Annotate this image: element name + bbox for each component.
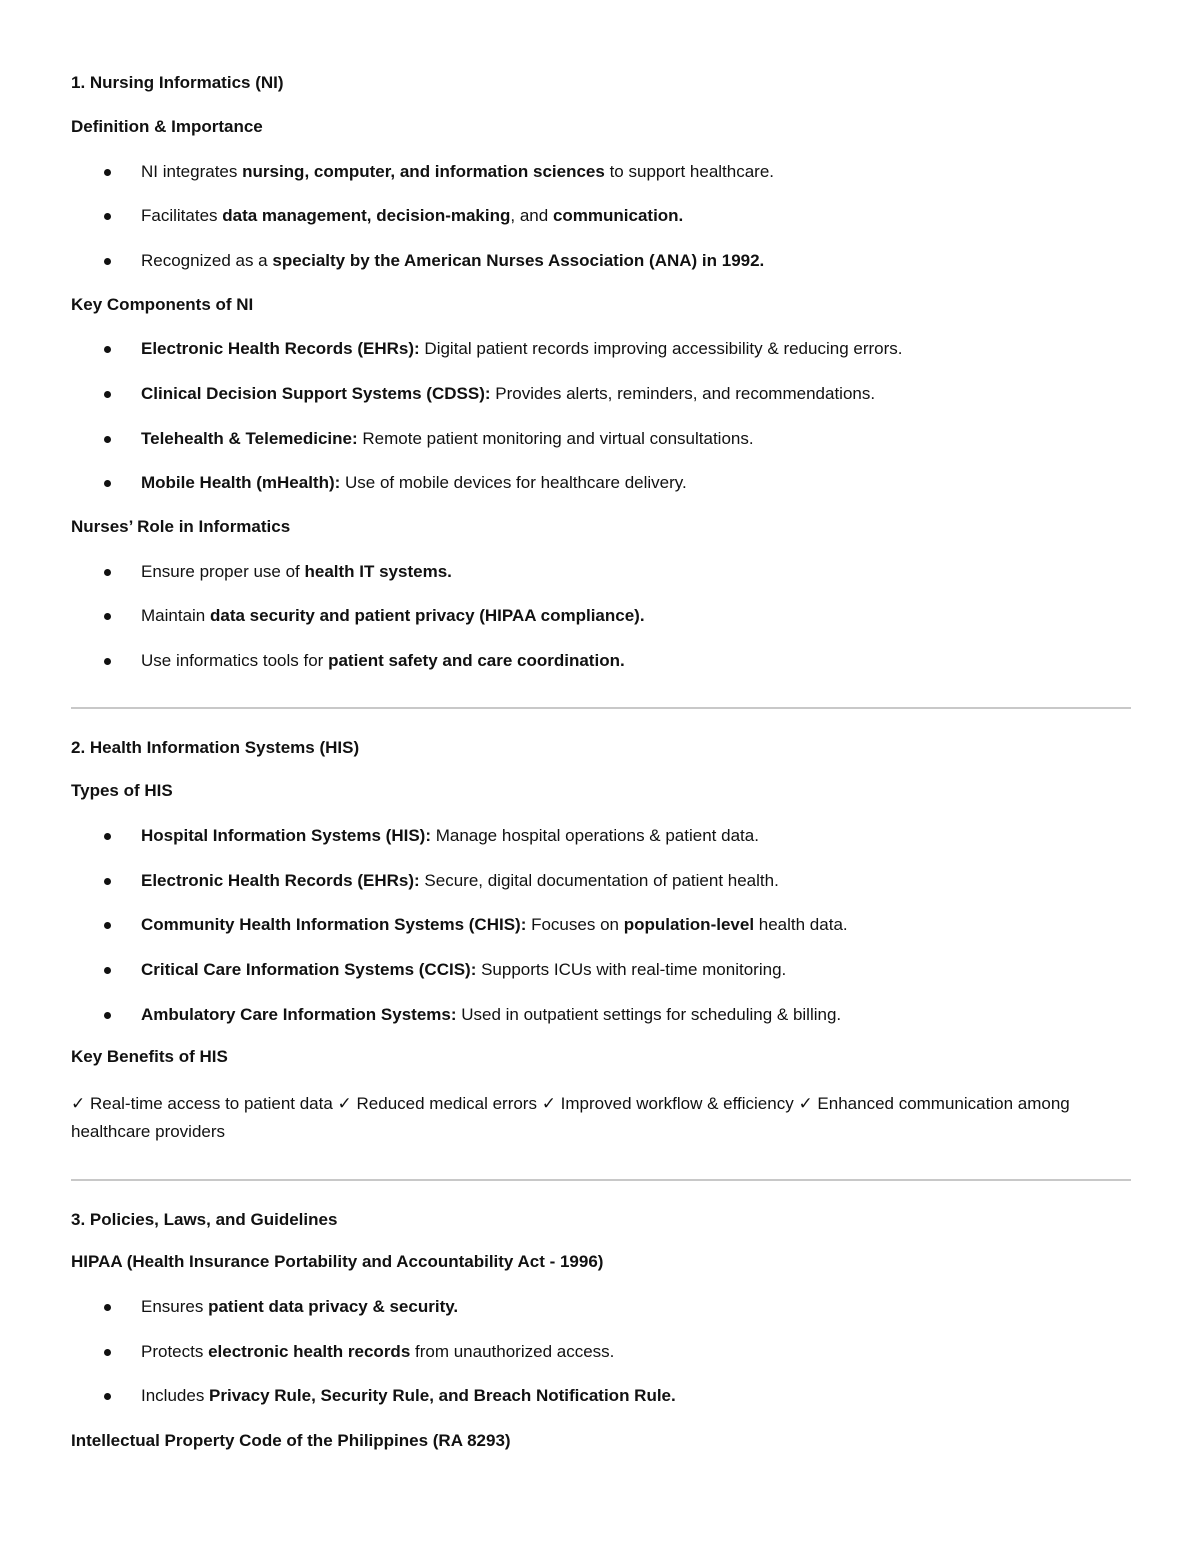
benefits-text: ✓ Real-time access to patient data ✓ Reduced medical errors ✓ Improved workflow & efficiency ✓ Enhanced communication among healthcare providers bbox=[71, 1094, 1070, 1141]
bullet-icon bbox=[104, 1304, 111, 1311]
hipaa-heading: HIPAA (Health Insurance Portability and Accountability Act - 1996) bbox=[71, 1252, 604, 1271]
bullet-icon bbox=[104, 658, 111, 665]
role-heading: Nurses’ Role in Informatics bbox=[71, 517, 291, 536]
bullet-icon bbox=[104, 213, 111, 220]
definition-heading: Definition & Importance bbox=[71, 117, 263, 136]
bullet-icon bbox=[104, 922, 111, 929]
types-heading: Types of HIS bbox=[71, 781, 173, 800]
section-divider bbox=[71, 707, 1131, 709]
bullet-icon bbox=[104, 258, 111, 265]
bullet-icon bbox=[104, 1012, 111, 1019]
bullet-icon bbox=[104, 833, 111, 840]
section-divider bbox=[71, 1179, 1131, 1181]
bullet-icon bbox=[104, 967, 111, 974]
bullet-icon bbox=[104, 569, 111, 576]
bullet-icon bbox=[104, 878, 111, 885]
ip-code-heading: Intellectual Property Code of the Philippines (RA 8293) bbox=[71, 1431, 511, 1450]
bullet-icon bbox=[104, 1349, 111, 1356]
bullet-icon bbox=[104, 391, 111, 398]
bullet-icon bbox=[104, 1393, 111, 1400]
bullet-icon bbox=[104, 346, 111, 353]
bullet-icon bbox=[104, 169, 111, 176]
components-heading: Key Components of NI bbox=[71, 295, 254, 314]
benefits-heading: Key Benefits of HIS bbox=[71, 1047, 228, 1066]
bullet-icon bbox=[104, 613, 111, 620]
section-2-title: 2. Health Information Systems (HIS) bbox=[71, 738, 360, 757]
section-1-title: 1. Nursing Informatics (NI) bbox=[71, 73, 284, 92]
bullet-icon bbox=[104, 480, 111, 487]
section-3-title: 3. Policies, Laws, and Guidelines bbox=[71, 1210, 338, 1229]
bullet-icon bbox=[104, 436, 111, 443]
